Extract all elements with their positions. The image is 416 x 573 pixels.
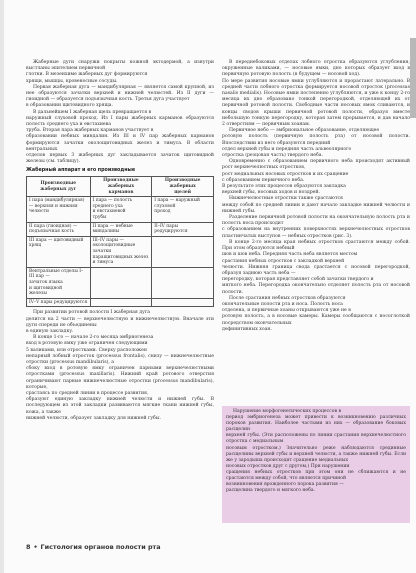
table-row [27,298,214,307]
table-cell: Вентральные отделы I–III пар — зачаток языка и щитовидной железы [27,267,91,298]
table-title: Жаберный аппарат и его производные [26,168,136,174]
left-column [26,60,214,422]
note-text: Нарушение морфогенетических процессов в период эмбриогенеза может привести к возникновению различных пороков развития. Наиболее частыми из них — образование боковых расщелин верхней губы. (Эти расположены по линии срастания верхнечелюстного отростка с медиальным носовым отростком.) Значительно реже наблюдаются срединные расщелины верхней губы и верхней челюсти, а также нижней губы. Если же у зародыша происходит сращение медиальных носовых отростков друг с другом,) При нарушении сращения небных отростков при этом они не сближаются и не срастаются между собой, что является причиной возникновения врожденного порока развития — расщелина твердого и мягкого неба. [226,409,406,494]
paragraph: Первичное небо — эмбриональное образование, отделяющее ротовую полость (первичную полость рта) от носовой полости. Впоследствии из него образуются передний отдел верхней губы и передняя часть альвеолярного отростка (резцовая часть) твердого неба. [222,128,410,159]
table-row [27,267,214,298]
table-header-cell: Производные жаберных щелей [152,177,214,197]
book-page [4,0,416,573]
table-header-row [27,177,214,197]
page-footer [26,543,410,551]
table-cell: IV–V пары редуцируются [27,298,91,307]
paragraph: После срастания небных отростков образуются окончательные полости рта и носа. Полость носа отделена, и первичные хоаны открываются уже не в ротовую полость, а в носовые камеры. Камеры сообщаются с носоглоткой посредством окончательных дефинитивных хоан. [222,295,410,332]
paragraph: При развитии ротовой полости I жаберная дуга делится на 2 части — верхнечелюстную и нижнечелюстную. Вначале эти дуги спереди не объединены в единую закладку. [26,310,214,334]
table-row [27,197,214,222]
paragraph: В конце 1-го — начале 2-го месяца эмбриогенеза вход в ротовую ямку уже ограничен следующими 5 валиками, или отростками. Сверху расположен непарный лобный отросток (processus frontalis), снизу — нижнечелюстные отростки (processus mandibularis), а сбоку вход в ротовую ямку ограничен парными верхнечелюстными отростками (processus maxillaris). Нижний край ротового отверстия ограничивают парные нижнечелюстные отростки (processus mandibularis), которые, срастаясь по средней линии в процессе развития, образуют единую закладку нижней челюсти и нижней губы. В последующем из этой закладки развиваются мягкие ткани нижней губы, кожа, а также нижней челюсти, образует закладку для нижней губы. [26,335,214,421]
table-cell: II–IV пары редуцируются [152,222,214,236]
paragraph: В конце 2-го месяца края небных отростков срастаются между собой. При этом образуются небный шов и шов неба. Передняя часть неба является местом срастания небных отростков с закладкой верхней челюсти. Нижняя граница свода срастается с носовой перегородкой, образуя заднюю часть неба — перегородку, которая представляет собой зачатки твердого и мягкого неба. Перегородка окончательно отделяет полость рта от носовой полости. [222,239,410,295]
paragraph: Нижнечелюстные отростки также срастаются между собой по средней линии и дают начало закладке нижней челюсти и нижней губы. [222,196,410,214]
page-edge-tab [410,38,416,118]
paragraph: В дальнейшем I жаберная щель превращается в наружный слуховой проход. Из I пары жаберных карманов образуются полость среднего уха и евстахиева труба. Вторая пара жаберных карманов участвует в образовании небных миндалин. Из III и IV пар жаберных карманов формируются зачатки околощитовидных желез и тимуса. В области вентральных отделов первых 3 жаберных дуг закладывается зачаток щитовидной железы (см. таблицу). [26,109,214,165]
paragraph: Жаберные дуги снаружи покрыты кожной эктодермой, а изнутри выстланы эпителием первичной глотки. В мезенхиме жаберных дуг формируются хрящи, мышцы, кровеносные сосуды. [26,60,214,84]
right-column [222,60,410,333]
table-cell [90,267,152,298]
page-number: 8 [26,543,31,551]
table-row [27,222,214,236]
table-cell: III–IV пары — околощитовидные зачатки паращитовидных желез и тимуса [90,236,152,267]
table-cell: II пара — небные миндалины [90,222,152,236]
table-cell: I пара — полость среднего уха и евстахиевой трубы [90,197,152,222]
table-cell [152,267,214,298]
paragraph: Разделение первичной ротовой полости на окончательную полость рта и полость носа происходит с образованием на внутренних поверхностях верхнечелюстных отростков пластинчатых выступов — небных отростков (рис. 3). [222,215,410,239]
pharyngeal-apparatus-table [26,176,214,307]
footer-bullet: • [33,543,38,551]
table-cell: I пара — наружный слуховой проход [152,197,214,222]
table-header-cell: Производные жаберных карманов [90,177,152,197]
table-header-cell: Производные жаберных дуг [27,177,91,197]
table-row [27,236,214,267]
paragraph: Первая жаберная дуга — мандибулярная — является самой крупной, из нее образуются зачатки верхней и нижней челюстей. Из II дуги — гиоидной — образуется подъязычная кость. Третья дуга участвует в образовании щитовидного хряща. [26,84,214,109]
table-cell [90,298,152,307]
paragraph: В переднебоковых отделах лобного отростка образуются углубления, окруженные валиками, — носовые ямки, дно которых образует вход в первичную ротовую полость (в будущем — носовой ход). По мере развития носовые ямки углубляются и прорастают латерально. В средней части лобного отростка формируется носовой отросток (processus nasalis medialis). Носовые ямки постепенно углубляются, и уже к концу 2-го месяца их дно образовано тонкой перегородкой, отделяющей их от первичной ротовой полости. Свободные части носовых ямок сливаются, и концы сводов крыши первичной ротовой полости, образуя вместе небольшую тонкую перегородку, которая затем прорывается, и дав начало 2 отверстиям — первичным хоанам. [222,60,410,128]
table-cell: I пара (мандибулярная) — верхняя и нижняя челюсти [27,197,91,222]
paragraph: Одновременно с образованием первичного неба происходят активный рост верхнечелюстных отростков, рост медиальных носовых отростков и их сращение с образованием первичного неба. В результате этих процессов образуются закладка верхней губы, носовых ходов и ноздрей. [222,159,410,196]
running-title: Гистология органов полости рта [40,543,161,551]
table-cell: III пара — щитовидный хрящ [27,236,91,267]
table-cell [152,298,214,307]
table-cell: II пара (гиоидная) — подъязычная кость [27,222,91,236]
table-cell [152,236,214,267]
clinical-note-box [222,406,410,523]
